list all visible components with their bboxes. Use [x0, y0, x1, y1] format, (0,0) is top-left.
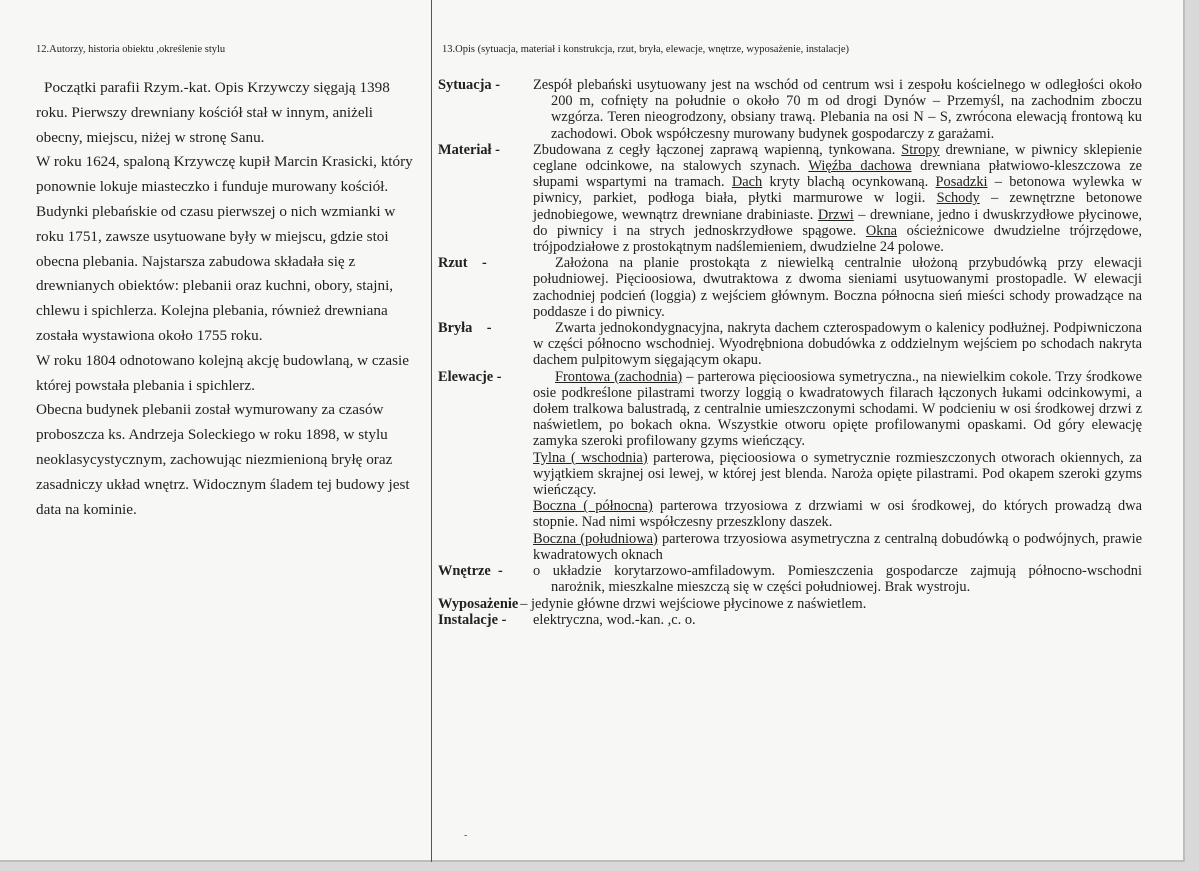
section-label: Elewacje [438, 368, 494, 385]
label-dash: - [495, 77, 500, 93]
section-text [533, 369, 1142, 450]
section-label: Rzut [438, 255, 468, 272]
front-elevation-text: – parterowa pięcioosiowa symetryczna., na niewielkim cokole. Trzy środkowe osie podkreślone pilastrami tworzy loggią o kwadratowych filarach łączonych łukami odcinkowymi, a dołem tralkowa balustradą, z centralnie umieszczonymi schodami. W podcieniu w osi środkowej drzwi z naświetlem, po bokach okna. Wszystkie otworu opięte profilowanymi opaskami. Od góry elewację zamyka szeroki profilowany gzyms wieńczący. [533, 368, 1143, 450]
stropy-label: Stropy [901, 141, 940, 158]
history-section-header: 12.Autorzy, historia obiektu ,określenie stylu [36, 44, 226, 55]
description-body [438, 77, 1142, 628]
section-text: o układzie korytarzowo-amfiladowym. Pomieszczenia gospodarcze zajmują północno-wschodni narożnik, mieszkalne mieszczą się w części południowej. Brak wystroju. [533, 563, 1142, 596]
stray-mark: - [464, 830, 468, 841]
elevation-front [533, 369, 1142, 450]
label-dash: - [501, 611, 507, 628]
section-text: elektryczna, wod.-kan. ,c. o. [533, 611, 696, 628]
left-column [0, 0, 432, 862]
elevation-rear [533, 450, 1142, 499]
history-paragraph: W roku 1804 odnotowano kolejną akcję budowlaną, w czasie której powstała plebania i spichlerz. [36, 351, 409, 394]
stropy-text: drewniane, w piwnicy sklepienie ceglane odcinkowe, na stalowych szynach. [533, 141, 1142, 175]
section-material [438, 142, 1142, 255]
label-dash: - [486, 320, 492, 337]
south-elevation-label: Boczna (południowa) [533, 530, 658, 547]
section-text: Zwarta jednokondygnacyjna, nakryta dachem czterospadowym o kalenicy podłużnej. Podpiwniczona w części północno wschodniej. Wyodrębniona dobudówka z oddzielnym wejściem po schodach nakryta dachem pulpitowym sięgającym okapu. [533, 320, 1142, 369]
label-dash: - [481, 255, 487, 272]
drzwi-label: Drzwi [817, 206, 854, 223]
label-dash: - [496, 368, 502, 385]
wiezba-text: drewniana płatwiowo-kleszczowa ze słupami wspartymi na tramach. [533, 158, 1142, 191]
elevation-subsections [533, 450, 1142, 563]
north-elevation-text: parterowa trzyosiowa z drzwiami w osi środkowej, do których prowadzą dwa stopnie. Nad nimi współczesny przeszklony daszek. [533, 498, 1142, 531]
label-dash: - [495, 141, 500, 158]
elevation-north [533, 498, 1142, 530]
wiezba-label: Więźba dachowa [808, 158, 912, 175]
section-rzut [438, 255, 1142, 320]
north-elevation-label: Boczna ( północna) [533, 498, 653, 515]
rear-elevation-label: Tylna ( wschodnia) [533, 449, 648, 466]
section-label: Instalacje [438, 611, 498, 628]
label-dash: - [497, 563, 503, 580]
section-text: – jedynie główne drzwi wejściowe płycinowe z naświetlem. [520, 595, 867, 612]
front-elevation-label: Frontowa (zachodnia) [555, 368, 683, 385]
history-text [36, 76, 421, 522]
history-paragraph: Obecna budynek plebanii został wymurowany za czasów proboszcza ks. Andrzeja Soleckiego w roku 1898, w stylu neoklasycystycznym, zachowując niezmienioną bryłę oraz zasadniczy układ wnętrz. Widocznym śladem tej budowy jest data na kominie. [36, 401, 410, 518]
material-intro: Zbudowana z cegły łączonej zaprawą wapienną, tynkowana. [533, 141, 896, 158]
section-label: Wnętrze [438, 563, 491, 580]
dach-label: Dach [731, 174, 763, 191]
elevation-south [533, 531, 1142, 563]
south-elevation-text: parterowa trzyosiowa asymetryczna z centralną dobudówką o podwójnych, prawie kwadratowych oknach [533, 530, 1142, 563]
section-wnetrze [438, 563, 1142, 595]
schody-label: Schody [936, 190, 980, 207]
section-text: Założona na planie prostokąta z niewielką centralnie ułożoną przybudówką przy elewacji południowej. Pięcioosiowa, dwutraktowa z dwoma sieniami usytuowanymi prostopadle. W elewacji zachodniej podcień (loggia) z wejściem głównym. Boczna północna sień mieści schody prowadzące na poddasze i do piwnicy. [533, 255, 1142, 320]
okna-text: ościeżnicowe dwudzielne trójrzędowe, trójpodziałowe z prostokątnym nadślemieniem, dwudzielne 24 polowe. [533, 222, 1142, 256]
section-instalacje [438, 612, 1142, 628]
section-bryla [438, 320, 1142, 369]
section-text [533, 142, 1142, 255]
description-section-header: 13.Opis (sytuacja, materiał i konstrukcja, rzut, bryła, elewacje, wnętrze, wyposażenie, instalacje) [442, 44, 850, 55]
posadzki-label: Posadzki [935, 174, 988, 191]
section-label: Wyposażenie [438, 595, 519, 612]
section-wyposazenie [438, 596, 1142, 612]
history-paragraph: W roku 1624, spaloną Krzywczę kupił Marcin Krasicki, który ponownie lokuje miasteczko i funduje murowany kościół. [36, 153, 413, 196]
schody-text: – zewnętrzne betonowe jednobiegowe, wewnątrz drewniane drabiniaste. [533, 190, 1142, 223]
rear-elevation-text: parterowa, pięcioosiowa o symetrycznie rozmieszczonych otworach okiennych, za wyjątkiem skrajnej osi lewej, w której jest blenda. Naroża opięte pilastrami. Pod okapem szeroki gzyms wieńczący. [533, 449, 1142, 499]
posadzki-text: – betonowa wylewka w piwnicy, parkiet, podłoga biała, płytki marmurowe w logii. [533, 174, 1143, 207]
history-paragraph: Budynki plebańskie od czasu pierwszej o nich wzmianki w roku 1751, zawsze usytuowane były w miejscu, gdzie stoi obecna plebania. Najstarsza zabudowa składała się z drewnianych obiektów: plebanii oraz kuchni, obory, stajni, chlewu i spichlerza. Kolejna plebania, również drewniana została wystawiona około 1755 roku. [36, 202, 396, 344]
section-label: Bryła [438, 320, 473, 337]
section-elewacje [438, 369, 1142, 450]
drzwi-text: – drewniane, jedno i dwuskrzydłowe płycinowe, do piwnicy i na strych jednoskrzydłowe spągowe. [533, 206, 1142, 239]
okna-label: Okna [865, 222, 898, 239]
section-sytuacja [438, 77, 1142, 142]
section-label: Materiał [438, 141, 492, 158]
history-paragraph: Początki parafii Rzym.-kat. Opis Krzywczy sięgają 1398 roku. Pierwszy drewniany kościół stał w innym, aniżeli obecny, miejscu, niżej w stronę Sanu. [36, 79, 390, 146]
dach-text: kryty blachą ocynkowaną. [769, 174, 929, 191]
section-label: Sytuacja [438, 77, 492, 93]
section-text: Zespół plebański usytuowany jest na wschód od centrum wsi i zespołu kościelnego w odległości około 200 m, cofnięty na południe o około 70 m od drogi Dynów – Przemyśl, na zachodnim zboczu wzgórza. Teren nieogrodzony, obsiany trawą. Plebania na osi N – S, zwrócona elewacją frontową ku zachodowi. Obok współczesny murowany budynek gospodarczy z garażami. [533, 77, 1142, 142]
